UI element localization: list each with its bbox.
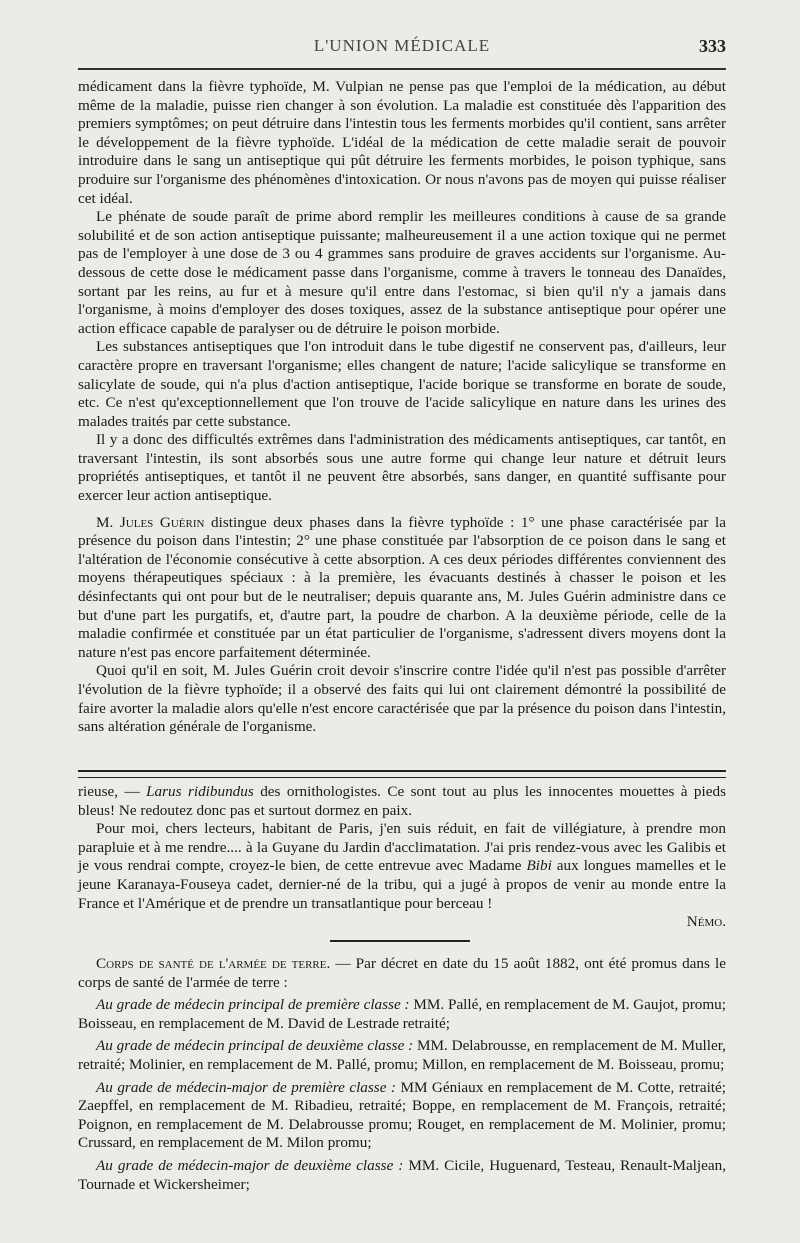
article-body [78, 78, 726, 737]
feuilleton-paragraph [78, 783, 726, 820]
text-span: aux longues mamelles et le jeune Karanaya-Fouseya cadet, dernier-né de la tribu, qui a jugé à propos de venir au monde entre la France et l'Amérique et de prendre un transatlantique pour berceau ! [78, 857, 726, 912]
author-name: Jules Guérin [119, 513, 205, 531]
feuilleton-separator [78, 770, 726, 778]
species-name: Larus ridibundus [146, 783, 254, 800]
grade-label: Au grade de médecin principal de première classe : [96, 996, 410, 1014]
grade-label: Au grade de médecin-major de première classe : [96, 1078, 396, 1096]
text-span: rieuse, — [78, 783, 147, 800]
text-span: des ornithologistes. Ce sont tout au plus les innocentes mouettes à pieds bleus! Ne redoutez donc pas et surtout dormez en paix. [78, 783, 726, 819]
text-span: — Par décret en date du 15 août 1882, ont été promus dans le corps de santé de l'armée de terre : [78, 955, 726, 991]
signature: Némo. [686, 913, 726, 931]
feuilleton-paragraph [78, 820, 726, 913]
promotion-entry [78, 996, 726, 1033]
text-span: distingue deux phases dans la fièvre typhoïde : 1° une phase caractérisée par la présence du poison dans l'intestin; 2° une phase constituée par l'absorption de ce poison dans le sang et l'altération de l'économie consécutive à cette absorption. A ces deux périodes différentes conviennent des moyens thérapeutiques spéciaux : à la première, les évacuants destinés à chasser le poison et les désinfectants qui ont pour but de le neutraliser; depuis quarante ans, M. Jules Guérin administre dans ce but d'une part les purgatifs, et, d'autre part, la poudre de charbon. A la deuxième période, celle de la maladie confirmée et constituée par un état particulier de l'organisme, s'adressent divers moyens dont la nature n'est pas encore parfaitement déterminée. [78, 513, 726, 661]
article-paragraph: médicament dans la fièvre typhoïde, M. Vulpian ne pense pas que l'emploi de la médication, au début même de la maladie, puisse rien changer à son évolution. La maladie est constituée dès l'apparition des premiers symptômes; on peut détruire dans l'intestin tous les ferments morbides qu'il contient, sans arrêter le développement de la fièvre typhoïde. L'idéal de la médication de cette maladie serait de pouvoir introduire dans le sang un antiseptique qui pût détruire les ferments morbides, le poison typhique, sans produire sur l'organisme des phénomènes d'intoxication. Or nous n'avons pas de moyen qui puisse réaliser cet idéal. [78, 78, 726, 207]
text-span: MM. Delabrousse, en remplacement de M. Muller, retraité; Molinier, en remplacement de M. Pallé, promu; Millon, en remplacement de M. Boisseau, promu; [78, 1037, 726, 1073]
text-span: Pour moi, chers lecteurs, habitant de Paris, j'en suis réduit, en fait de villégiature, à prendre mon parapluie et à me rendre.... à la Guyane du Jardin d'acclimatation. J'ai pris rendez-vous avec les Galibis et je vous rendrai compte, croyez-le bien, de cette entrevue avec Madame [78, 820, 726, 875]
promotion-entry [78, 1157, 726, 1194]
promotion-entry [78, 1079, 726, 1153]
article-paragraph: Quoi qu'il en soit, M. Jules Guérin croit devoir s'inscrire contre l'idée qu'il n'est pas possible d'arrêter l'évolution de la fièvre typhoïde; il a observé des faits qui lui ont clairement démontré la possibilité de faire avorter la maladie alors qu'elle n'est encore caractérisée que par la présence du poison dans l'intestin, sans altération générale de l'organisme. [78, 662, 726, 736]
text-span: MM Géniaux en remplacement de M. Cotte, retraité; Zaepffel, en remplacement de M. Ribadieu, retraité; Boppe, en remplacement de M. François, retraité; Poignon, en remplacement de M. Delabrousse promu; Rouget, en remplacement de M. Molinier, promu; Crussard, en remplacement de M. Milon promu; [78, 1078, 726, 1152]
notice-body [78, 955, 726, 1194]
feuilleton-body [78, 783, 726, 932]
section-divider [330, 940, 470, 942]
article-paragraph: Il y a donc des difficultés extrêmes dans l'administration des médicaments antiseptiques, car tantôt, en traversant l'intestin, ils sont absorbés sous une autre forme qui change leur nature et détruit leurs propriétés antiseptiques, et tantôt il ne peuvent être absorbés, sans danger, en quantité suffisante pour exercer leur action antiseptique. [78, 431, 726, 505]
article-paragraph: Le phénate de soude paraît de prime abord remplir les meilleures conditions à cause de sa grande solubilité et de son action antiseptique puissante; malheureusement il a une action toxique qui ne permet pas de l'employer à une dose de 3 ou 4 grammes sans produire de graves accidents sur l'organisme. Au-dessous de cette dose le médicament passe dans l'organisme, comme à travers le tonneau des Danaïdes, sortant par les reins, au fur et à mesure qu'il entre dans l'estomac, si bien qu'il n'y a jamais dans l'organisme, à moins d'employer des doses toxiques, assez de la substance antiseptique pour opérer une action efficace capable de paralyser ou de détruire le poison morbide. [78, 208, 726, 337]
promotion-entry [78, 1037, 726, 1074]
running-title: L'UNION MÉDICALE [313, 36, 491, 55]
page-number: 333 [699, 36, 726, 56]
notice-heading: Corps de santé de l'armée de terre. [96, 955, 331, 972]
text-span: MM. Cicile, Huguenard, Testeau, Renault-Maljean, Tournade et Wickersheimer; [78, 1156, 726, 1193]
grade-label: Au grade de médecin-major de deuxième classe : [96, 1156, 404, 1174]
text-span: MM. Pallé, en remplacement de M. Gaujot, promu; Boisseau, en remplacement de M. David de Lestrade retraité; [78, 996, 726, 1032]
article-paragraph [78, 514, 726, 663]
page-header [78, 34, 726, 64]
header-rule [78, 68, 726, 70]
italic-name: Bibi [526, 857, 552, 875]
text-span: M. [96, 513, 120, 531]
article-paragraph: Les substances antiseptiques que l'on introduit dans le tube digestif ne conservent pas, d'ailleurs, leur caractère propre en traversant l'organisme; elles changent de nature; l'acide salicylique se transforme en salicylate de soude, qui n'a plus d'action antiseptique, l'acide borique se transforme en borate de soude, etc. Ce n'est qu'exceptionnellement que l'on trouve de l'acide salicylique en nature dans les urines des malades traités par cette substance. [78, 338, 726, 430]
grade-label: Au grade de médecin principal de deuxième classe : [96, 1037, 414, 1055]
notice-lead [78, 955, 726, 992]
